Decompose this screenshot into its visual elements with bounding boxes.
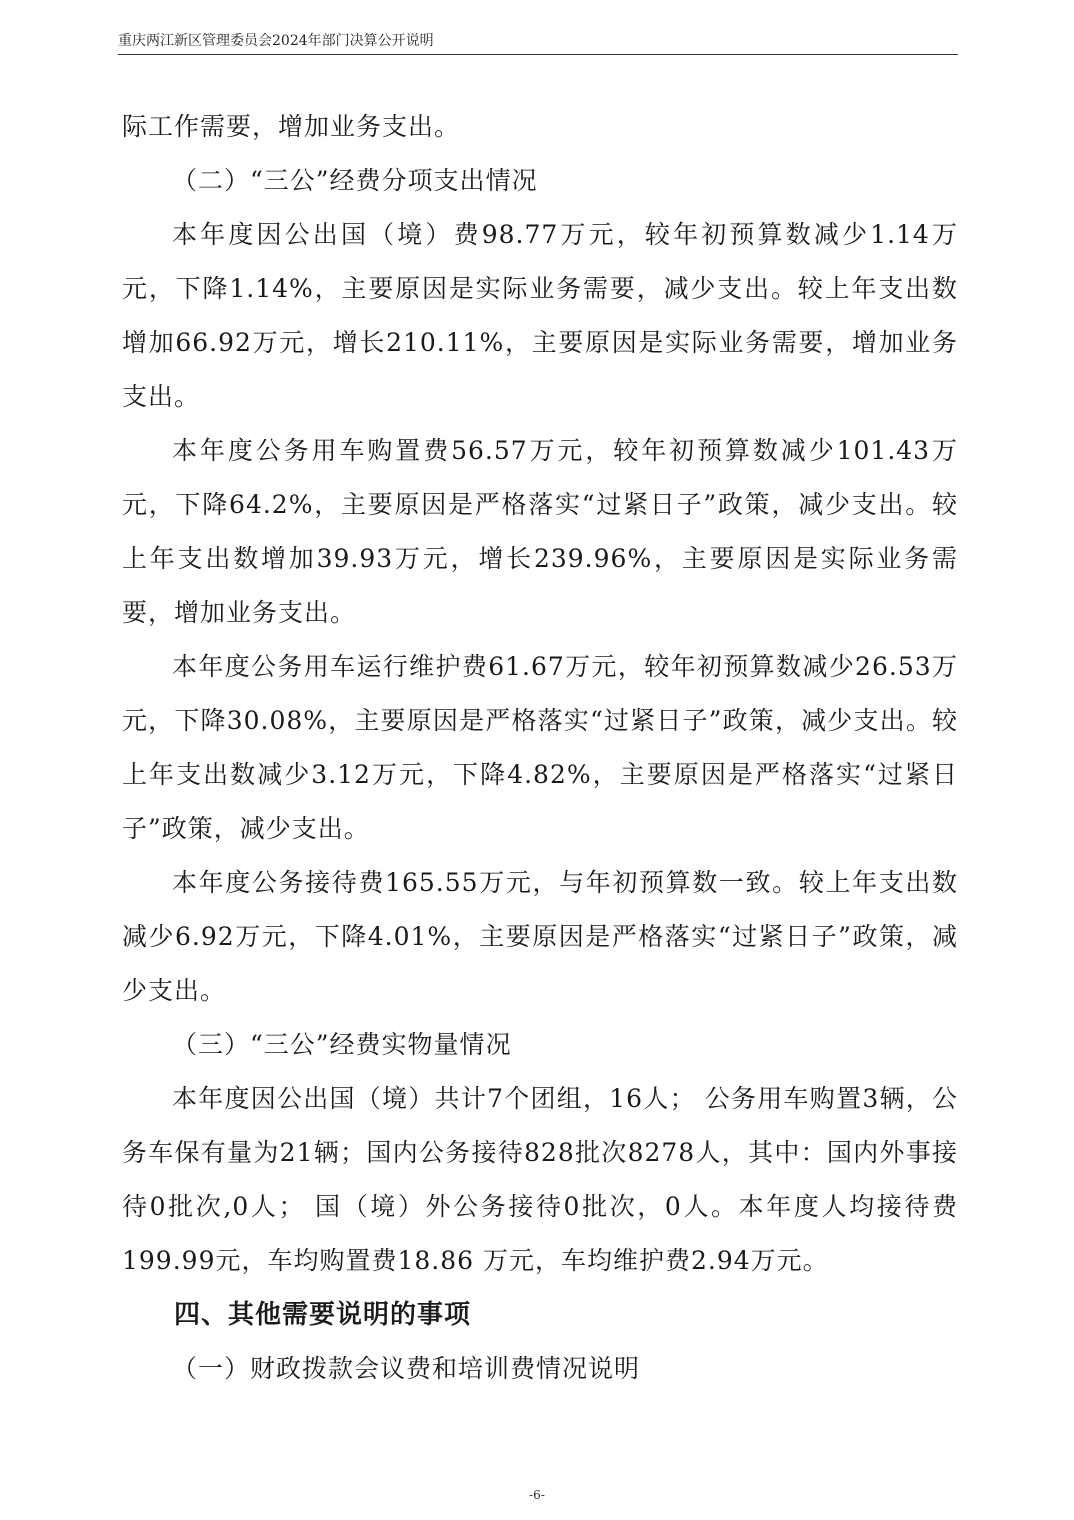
section-heading-other-matters: 四、其他需要说明的事项 <box>174 1300 472 1330</box>
page-number: -6- <box>529 1488 545 1502</box>
paragraph-quantity: 本年度因公出国（境）共计7个团组，16人； 公务用车购置3辆，公务车保有量为21辆；国内公务接待828批次8278人，其中：国内外事接待0批次,0人； 国（境）外公务接待0批次，0人。本年度人均接待费199.99元，车均购置费18.86 万元，车均维护费2.94万元。 <box>122 1084 958 1275</box>
subheading-three-public-quantity: （三）“三公”经费实物量情况 <box>172 1030 512 1059</box>
subheading-three-public-breakdown: （二）“三公”经费分项支出情况 <box>172 166 538 195</box>
paragraph-abroad-expense: 本年度因公出国（境）费98.77万元，较年初预算数减少1.14万元，下降1.14%，主要原因是实际业务需要，减少支出。较上年支出数增加66.92万元，增长210.11%，主要原因是实际业务需要，增加业务支出。 <box>122 220 958 411</box>
paragraph-vehicle-purchase: 本年度公务用车购置费56.57万元，较年初预算数减少101.43万元，下降64.2%，主要原因是严格落实“过紧日子”政策，减少支出。较上年支出数增加39.93万元，增长239.96%，主要原因是实际业务需要，增加业务支出。 <box>122 436 958 627</box>
document-body <box>122 100 958 1396</box>
header-divider <box>118 54 958 55</box>
paragraph-reception-expense: 本年度公务接待费165.55万元，与年初预算数一致。较上年支出数减少6.92万元，下降4.01%，主要原因是严格落实“过紧日子”政策，减少支出。 <box>122 868 958 1005</box>
subheading-meeting-training: （一）财政拨款会议费和培训费情况说明 <box>172 1354 641 1383</box>
paragraph-vehicle-maintenance: 本年度公务用车运行维护费61.67万元，较年初预算数减少26.53万元，下降30.08%，主要原因是严格落实“过紧日子”政策，减少支出。较上年支出数减少3.12万元，下降4.82%，主要原因是严格落实“过紧日子”政策，减少支出。 <box>122 652 958 843</box>
paragraph-continuation: 际工作需要，增加业务支出。 <box>122 112 461 141</box>
page-header: 重庆两江新区管理委员会2024年部门决算公开说明 <box>118 33 434 49</box>
